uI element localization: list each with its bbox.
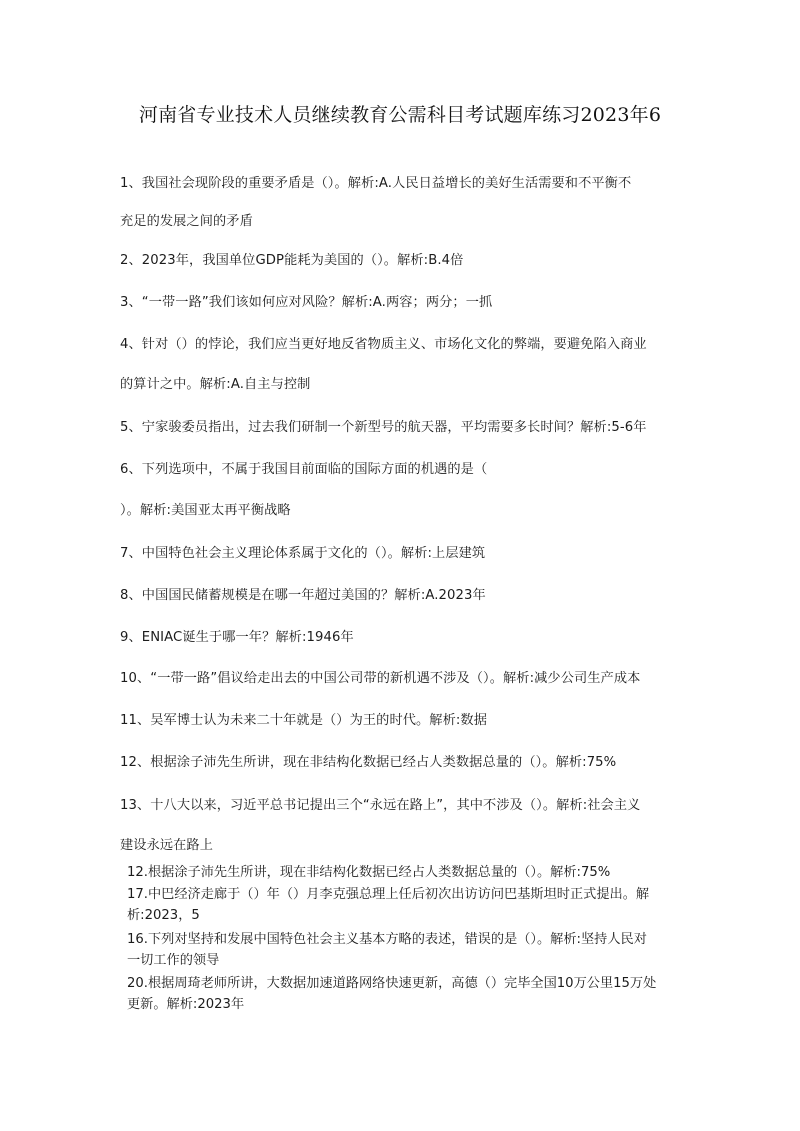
question-10: 10、“一带一路”倡议给走出去的中国公司带的新机遇不涉及（）。解析:减少公司生产成本: [120, 671, 641, 686]
extra-question-17-line-1: 17.中巴经济走廊于（）年（）月李克强总理上任后初次出访访问巴基斯坦时正式提出。解: [127, 887, 650, 902]
question-1-line-1: 1、我国社会现阶段的重要矛盾是（）。解析:A.人民日益增长的美好生活需要和不平衡不: [120, 176, 632, 191]
question-2: 2、2023年，我国单位GDP能耗为美国的（）。解析:B.4倍: [120, 253, 464, 268]
extra-question-12-line-1: 12.根据涂子沛先生所讲，现在非结构化数据已经占人类数据总量的（）。解析:75%: [127, 865, 611, 880]
extra-question-17: [127, 884, 687, 926]
question-13-line-1: 13、十八大以来，习近平总书记提出三个“永远在路上”，其中不涉及（）。解析:社会主义: [120, 798, 641, 813]
question-5: 5、宁家骏委员指出，过去我们研制一个新型号的航天器，平均需要多长时间？解析:5-6年: [120, 420, 647, 435]
question-11: 11、吴军博士认为未来二十年就是（）为王的时代。解析:数据: [120, 713, 487, 728]
question-4-line-1: 4、针对（）的悖论，我们应当更好地反省物质主义、市场化文化的弊端，要避免陷入商业: [120, 337, 647, 352]
extra-question-20-line-1: 20.根据周琦老师所讲，大数据加速道路网络快速更新，高德（）完毕全国10万公里15万处: [127, 976, 657, 991]
question-6-line-2: ）。解析:美国亚太再平衡战略: [120, 503, 291, 518]
extra-question-20: [127, 973, 687, 1015]
question-8: 8、中国国民储蓄规模是在哪一年超过美国的？解析:A.2023年: [120, 588, 486, 603]
extra-question-17-line-2: 析:2023，5: [127, 908, 200, 923]
extra-question-16-line-2: 一切工作的领导: [127, 953, 220, 968]
question-6-line-1: 6、下列选项中，不属于我国目前面临的国际方面的机遇的是（: [120, 462, 488, 477]
extra-question-16-line-1: 16.下列对坚持和发展中国特色社会主义基本方略的表述，错误的是（）。解析:坚持人民对: [127, 932, 647, 947]
extra-question-16: [127, 929, 687, 971]
extra-question-20-line-2: 更新。解析:2023年: [127, 997, 245, 1012]
question-7: 7、中国特色社会主义理论体系属于文化的（）。解析:上层建筑: [120, 546, 486, 561]
extra-question-12: [127, 862, 687, 883]
question-12: 12、根据涂子沛先生所讲，现在非结构化数据已经占人类数据总量的（）。解析:75%: [120, 755, 617, 770]
question-1-line-2: 充足的发展之间的矛盾: [120, 214, 253, 229]
question-9: 9、ENIAC诞生于哪一年？解析:1946年: [120, 630, 354, 645]
question-4-line-2: 的算计之中。解析:A.自主与控制: [120, 377, 311, 392]
question-13-line-2: 建设永远在路上: [120, 838, 214, 853]
question-3: 3、“一带一路”我们该如何应对风险？解析:A.两容；两分；一抓: [120, 295, 493, 310]
document-title: 河南省专业技术人员继续教育公需科目考试题库练习2023年6: [138, 104, 662, 126]
